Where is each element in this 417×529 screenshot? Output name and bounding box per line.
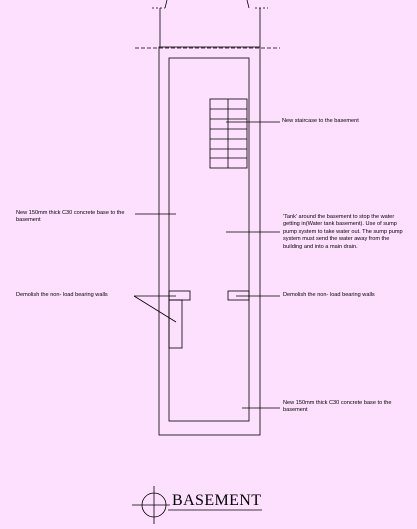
title-crosshair-symbol [132, 486, 170, 524]
inner-basement-wall [169, 58, 249, 421]
tanking-note: 'Tank' around the basement to stop the water getting in(Water tank basement). Use of sump pump system to take water out. The sump pump system must send the water away from the building and into a main drain. [283, 214, 403, 250]
demolish-note-left: Demolish the non- load bearing walls [16, 292, 108, 298]
wall-to-demolish-left [169, 291, 190, 300]
staircase [210, 99, 247, 168]
concrete-base-note-left: New 150mm thick C30 concrete base to the basement [16, 210, 125, 224]
drawing-title: BASEMENT [172, 492, 262, 509]
concrete-base-note-right: New 150mm thick C30 concrete base to the basement [283, 400, 392, 414]
demolish-note-right: Demolish the non- load bearing walls [283, 292, 375, 298]
outer-basement-wall [159, 47, 260, 435]
partition-block [169, 300, 182, 348]
staircase-note: New staircase to the basement [282, 118, 359, 124]
wall-to-demolish-right [228, 291, 249, 300]
